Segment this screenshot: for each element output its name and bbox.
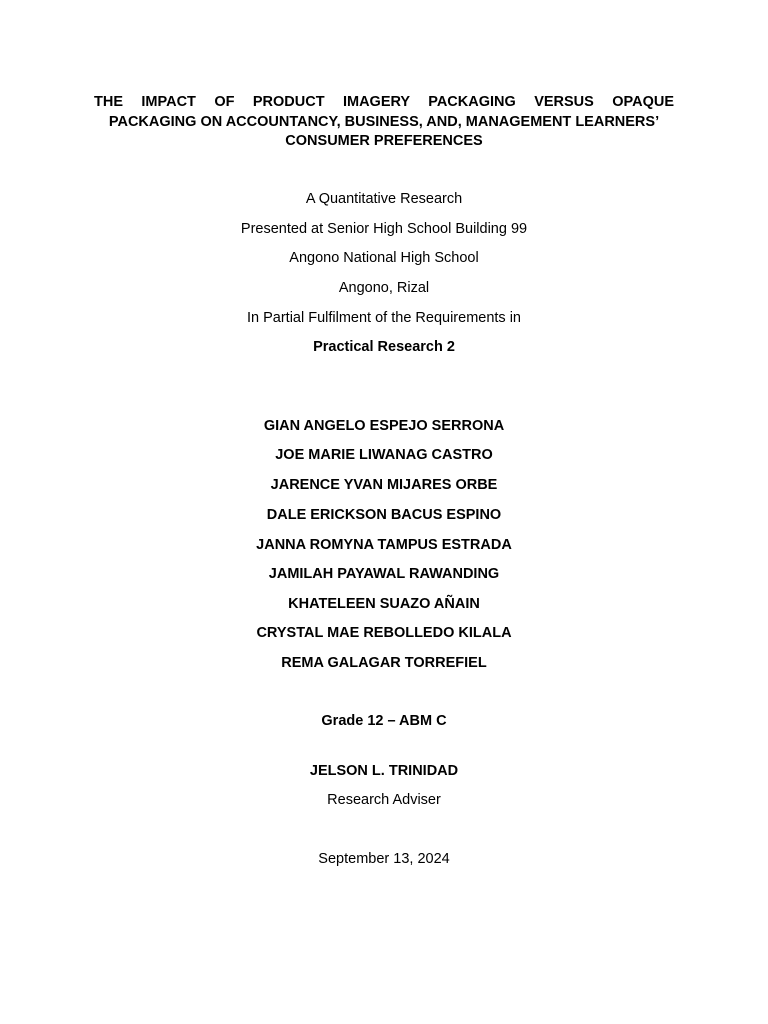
school-name: Angono National High School	[289, 250, 479, 266]
author-name: DALE ERICKSON BACUS ESPINO	[266, 507, 502, 523]
author-name: REMA GALAGAR TORREFIEL	[281, 655, 487, 671]
title-line: THE IMPACT OF PRODUCT IMAGERY PACKAGING VERSUS OPAQUE	[94, 94, 674, 110]
author-name: JAMILAH PAYAWAL RAWANDING	[268, 566, 500, 582]
subject-name: Practical Research 2	[313, 339, 455, 355]
author-name: JANNA ROMYNA TAMPUS ESTRADA	[256, 537, 512, 553]
author-name: JARENCE YVAN MIJARES ORBE	[270, 477, 498, 493]
presentation-venue: Presented at Senior High School Building 99	[240, 221, 528, 237]
author-name: JOE MARIE LIWANAG CASTRO	[275, 447, 493, 463]
requirement-text: In Partial Fulfilment of the Requirements in	[246, 310, 521, 326]
school-location: Angono, Rizal	[338, 280, 430, 296]
author-name: KHATELEEN SUAZO AÑAIN	[288, 596, 480, 612]
author-name: CRYSTAL MAE REBOLLEDO KILALA	[256, 625, 512, 641]
adviser-name: JELSON L. TRINIDAD	[309, 763, 459, 779]
research-type: A Quantitative Research	[305, 191, 463, 207]
adviser-role: Research Adviser	[327, 792, 441, 808]
grade-section: Grade 12 – ABM C	[321, 713, 447, 729]
research-title	[94, 93, 674, 152]
title-line: PACKAGING ON ACCOUNTANCY, BUSINESS, AND, MANAGEMENT LEARNERS’	[108, 113, 660, 130]
date: September 13, 2024	[318, 851, 450, 867]
title-line: CONSUMER PREFERENCES	[285, 133, 483, 149]
author-name: GIAN ANGELO ESPEJO SERRONA	[263, 418, 505, 434]
